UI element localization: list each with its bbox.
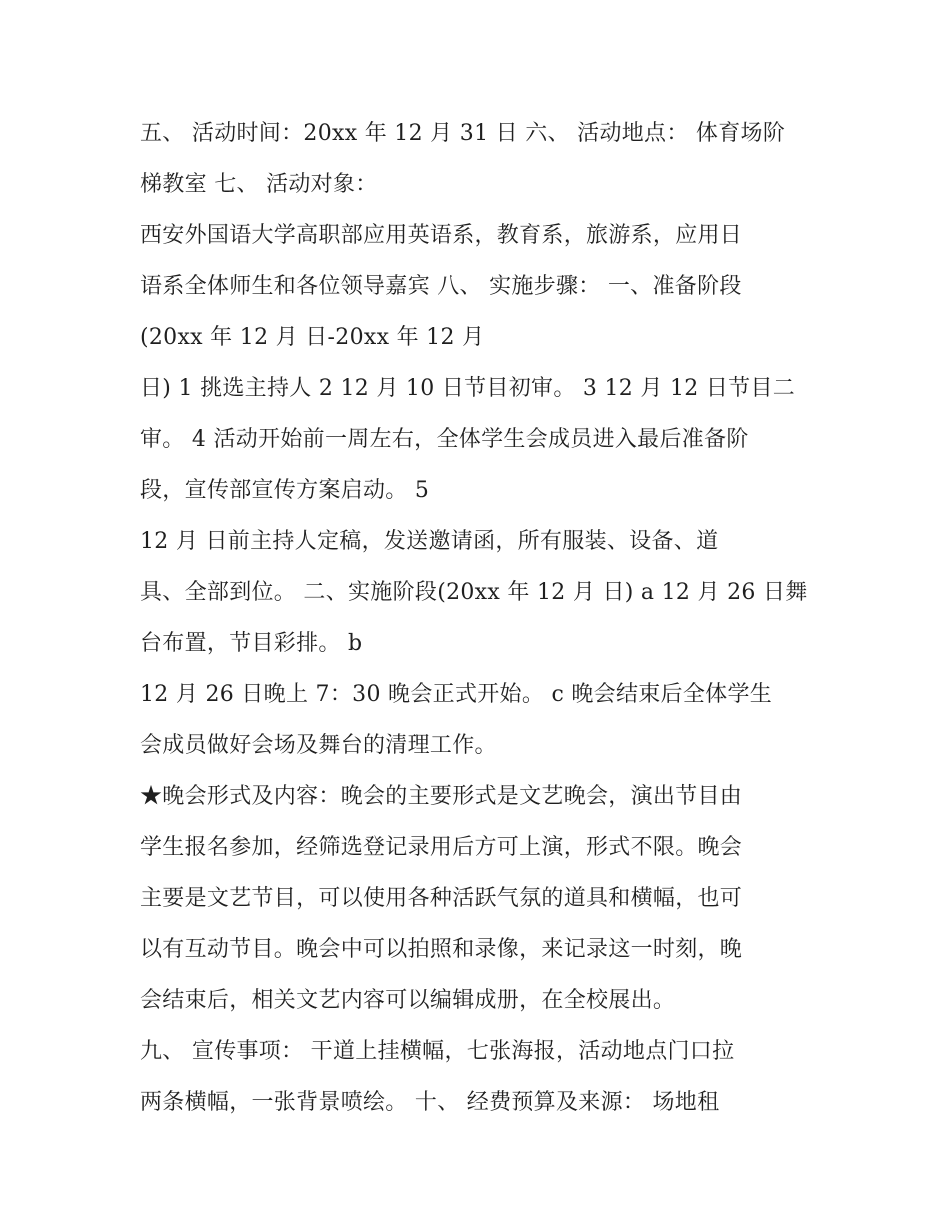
text-line: ★晚会形式及内容：晚会的主要形式是文艺晚会，演出节目由 <box>140 784 743 809</box>
text-line: 具、全部到位。 二、实施阶段(20xx 年 12 月 日) a 12 月 26 日舞 <box>140 580 808 605</box>
text-line: 日) 1 挑选主持人 2 12 月 10 日节目初审。 3 12 月 12 日节目二 <box>140 376 796 401</box>
text-line: 西安外国语大学高职部应用英语系，教育系，旅游系，应用日 <box>140 223 743 248</box>
document-body <box>140 108 820 1128</box>
text-line: 语系全体师生和各位领导嘉宾 八、 实施步骤： 一、准备阶段 <box>140 274 742 299</box>
text-line: 以有互动节目。晚会中可以拍照和录像，来记录这一时刻，晚 <box>140 937 743 962</box>
text-line: 12 月 26 日晚上 7：30 晚会正式开始。 c 晚会结束后全体学生 <box>140 682 773 707</box>
text-line: 学生报名参加，经筛选登记录用后方可上演，形式不限。晚会 <box>140 835 743 860</box>
text-line: 五、 活动时间：20xx 年 12 月 31 日 六、 活动地点： 体育场阶 <box>140 121 786 146</box>
text-line: 梯教室 七、 活动对象： <box>140 172 378 197</box>
text-line: 审。 4 活动开始前一周左右，全体学生会成员进入最后准备阶 <box>140 427 749 452</box>
text-line: 两条横幅，一张背景喷绘。 十、 经费预算及来源： 场地租 <box>140 1090 720 1115</box>
text-line: 12 月 日前主持人定稿，发送邀请函，所有服装、设备、道 <box>140 529 719 554</box>
text-line: 段，宣传部宣传方案启动。 5 <box>140 478 430 503</box>
text-line: 九、 宣传事项： 干道上挂横幅，七张海报，活动地点门口拉 <box>140 1039 735 1064</box>
text-line: (20xx 年 12 月 日-20xx 年 12 月 <box>140 325 485 350</box>
text-line: 会结束后，相关文艺内容可以编辑成册，在全校展出。 <box>140 988 676 1013</box>
text-line: 台布置，节目彩排。 b <box>140 631 363 656</box>
text-line: 会成员做好会场及舞台的清理工作。 <box>140 733 497 758</box>
text-line: 主要是文艺节目，可以使用各种活跃气氛的道具和横幅，也可 <box>140 886 743 911</box>
